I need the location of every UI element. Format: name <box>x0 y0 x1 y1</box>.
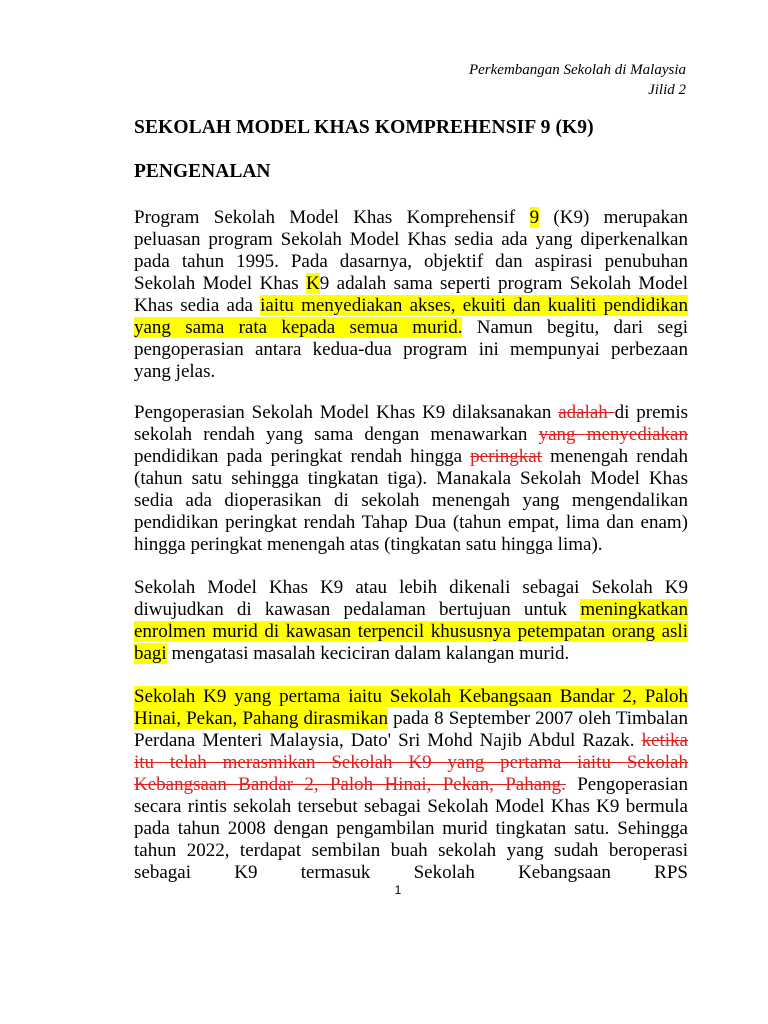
running-header <box>469 60 686 100</box>
text-run: pendidikan pada peringkat rendah hingga <box>134 446 471 467</box>
highlighted-text: Sekolah K9 yang pertama iaitu Sekolah Kebangsaan Bandar 2, Paloh Hinai, Pekan, Pahang dirasmikan <box>134 686 688 729</box>
text-run: Pengoperasian Sekolah Model Khas K9 dilaksanakan <box>134 402 559 423</box>
text-run: pada 8 September 2007 oleh Timbalan Perdana Menteri Malaysia, Dato' Sri Mohd Najib Abdul Razak. <box>134 708 688 751</box>
section-heading: PENGENALAN <box>134 161 271 182</box>
highlighted-text: meningkatkan enrolmen murid di kawasan terpencil khususnya petempatan orang asli bagi <box>134 599 688 664</box>
deleted-text: ketika itu telah merasmikan Sekolah K9 yang pertama iaitu Sekolah Kebangsaan Bandar 2, Paloh Hinai, Pekan, Pahang. <box>134 730 688 795</box>
text-run: mengatasi masalah keciciran dalam kalangan murid. <box>166 643 570 664</box>
document-title: SEKOLAH MODEL KHAS KOMPREHENSIF 9 (K9) <box>134 117 594 138</box>
text-run: 9 adalah sama seperti program Sekolah Model Khas sedia ada <box>134 273 688 316</box>
highlighted-text: iaitu menyediakan akses, ekuiti dan kualiti pendidikan yang sama rata kepada semua murid. <box>134 295 688 338</box>
text-run: Sekolah Model Khas K9 atau lebih dikenali sebagai Sekolah K9 diwujudkan di kawasan pedalaman bertujuan untuk <box>134 577 688 620</box>
text-run: Pengoperasian secara rintis sekolah tersebut sebagai Sekolah Model Khas K9 bermula pada tahun 2008 dengan pengambilan murid tingkatan satu. Sehingga tahun 2022, terdapat sembilan buah sekolah yang sudah beroperasi sebagai K9 termasuk Sekolah Kebangsaan RPS <box>134 774 688 883</box>
deleted-text: yang menyediakan <box>538 424 688 445</box>
page-number: 1 <box>394 883 402 897</box>
paragraph-purpose <box>134 577 688 665</box>
paragraph-operation <box>134 402 688 556</box>
text-run: Namun begitu, dari segi pengoperasian antara kedua-dua program ini mempunyai perbezaan yang jelas. <box>134 317 688 382</box>
paragraph-introduction <box>134 207 688 383</box>
deleted-text: peringkat <box>470 446 542 467</box>
header-book-title: Perkembangan Sekolah di Malaysia <box>468 62 686 78</box>
deleted-text: adalah <box>558 402 615 423</box>
text-run: Program Sekolah Model Khas Komprehensif <box>134 207 530 228</box>
text-run: (K9) merupakan peluasan program Sekolah Model Khas sedia ada yang diperkenalkan pada tahun 1995. Pada dasarnya, objektif dan aspirasi penubuhan Sekolah Model Khas <box>134 207 688 294</box>
text-run: menengah rendah (tahun satu sehingga tingkatan tiga). Manakala Sekolah Model Khas sedia ada dioperasikan di sekolah menengah yang mengendalikan pendidikan peringkat rendah Tahap Dua (tahun empat, lima dan enam) hingga peringkat menengah atas (tingkatan satu hingga lima). <box>134 446 688 555</box>
highlighted-text: K <box>306 273 320 294</box>
paragraph-history <box>134 686 688 884</box>
highlighted-text: 9 <box>529 207 540 228</box>
header-volume: Jilid 2 <box>648 82 686 98</box>
text-run: di premis sekolah rendah yang sama dengan menawarkan <box>134 402 689 445</box>
